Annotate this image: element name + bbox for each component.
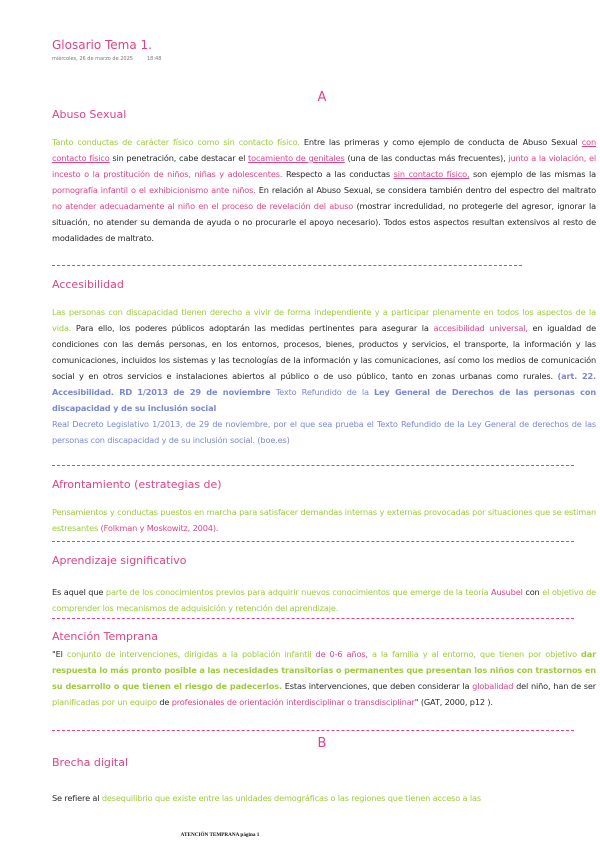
- dashed-divider: [52, 618, 574, 619]
- definition-paragraph: [52, 584, 596, 616]
- text-run: sin penetración, cabe destacar el: [109, 153, 249, 163]
- text-run: con contacto físico: [52, 137, 596, 163]
- text-run: Tanto conductas de carácter físico como sin contacto físico.: [52, 137, 300, 147]
- text-run: " (GAT, 2000, p12 ).: [414, 697, 493, 707]
- text-run: sin contacto físico,: [393, 169, 470, 179]
- definition-paragraph: [52, 790, 596, 806]
- text-run: Pensamientos y conductas puestos en marcha para satisfacer demandas internas y externas provocadas por situaciones que se estiman estresantes: [52, 507, 596, 533]
- term-heading: Afrontamiento (estrategias de): [52, 478, 222, 491]
- text-run: (Folkman y Moskowitz, 2004).: [98, 523, 219, 533]
- page-date: [52, 56, 161, 62]
- text-run: desequilibrio que existe entre las unidades demográficas o las regiones que tienen acceso a las: [101, 793, 481, 803]
- text-run: Es aquel que: [52, 587, 106, 597]
- page-footer: ATENCIÓN TEMPRANA página 1: [180, 832, 260, 838]
- term-heading: Brecha digital: [52, 756, 129, 769]
- text-run: En relación al Abuso Sexual, se considera también dentro del espectro del maltrato: [255, 185, 596, 195]
- text-run: Texto Refundido de la: [270, 387, 374, 397]
- text-run: con: [522, 587, 543, 597]
- text-run: conjunto de intervenciones, dirigidas a la población infantil: [66, 649, 312, 659]
- text-run: parte de los conocimientos previos para adquirir nuevos conocimientos que emerge de la teoría: [105, 587, 492, 597]
- text-run: (una de las conductas más frecuentes),: [344, 153, 509, 163]
- definition-paragraph: [52, 646, 596, 710]
- text-run: del niño, han de ser: [513, 681, 596, 691]
- text-run: Para ello, los poderes públicos adoptarán las medidas pertinentes para asegurar la: [71, 323, 434, 333]
- text-run: Se refiere al: [52, 793, 102, 803]
- text-run: de: [156, 697, 172, 707]
- text-run: Las personas con discapacidad tienen derecho a vivir de forma independiente y a participar plenamente en todos los aspectos de la vida.: [52, 307, 596, 333]
- dashed-divider: [52, 465, 574, 466]
- text-run: no atender adecuadamente al niño en el proceso de revelación del abuso: [52, 201, 354, 211]
- definition-paragraph: [52, 504, 596, 536]
- text-run: de 0-6 años,: [311, 649, 372, 659]
- page-title: Glosario Tema 1.: [52, 38, 152, 52]
- dashed-divider: [52, 265, 522, 266]
- text-run: tocamiento de genitales: [248, 153, 345, 163]
- text-run: Ley General de Derechos de las personas con discapacidad y de su inclusión social: [52, 387, 596, 413]
- text-run: (art. 22. Accesibilidad. RD 1/2013 de 29 de noviembre: [52, 371, 597, 397]
- text-run: son ejemplo de las mismas la: [469, 169, 596, 179]
- text-run: "El: [52, 649, 67, 659]
- text-run: a la familia y al entorno, que tienen por objetivo: [371, 649, 581, 659]
- definition-paragraph: [52, 134, 596, 246]
- text-run: el objetivo de comprender los mecanismos de adquisición y retención del aprendizaje.: [52, 587, 597, 613]
- text-run: Real Decreto Legislativo 1/2013, de 29 de noviembre, por el que sea prueba el Texto Refundido de la Ley General de derechos de las personas con discapacidad y de su inclusión social. (boe.es): [52, 419, 596, 445]
- text-run: Respecto a las conductas: [282, 169, 394, 179]
- time-text: 18:48: [146, 56, 162, 62]
- text-run: dar respuesta lo más pronto posible a las necesidades transitorias o permanentes que presentan los niños con trastornos en su desarrollo o que tienen el riesgo de padecerlos.: [52, 649, 596, 691]
- text-run: Ausubel: [491, 587, 523, 597]
- dashed-divider: [52, 730, 574, 731]
- text-run: Estas intervenciones, que deben considerar la: [281, 681, 473, 691]
- text-run: (mostrar incredulidad, no protegerle del agresor, ignorar la situación, no atender su demanda de ayuda o no procurarle el apoyo necesario). Todos estos aspectos resultan extensivos al resto de modalidades de maltrato.: [52, 201, 596, 243]
- term-heading: Accesibilidad: [52, 278, 124, 291]
- term-heading: Abuso Sexual: [52, 108, 127, 121]
- definition-paragraph: [52, 304, 596, 448]
- text-run: planificadas por un equipo: [52, 697, 157, 707]
- text-run: globalidad: [472, 681, 514, 691]
- section-letter-a: A: [317, 90, 327, 105]
- text-run: pornografía infantil o el exhibicionismo ante niños.: [52, 185, 256, 195]
- section-letter-b: B: [317, 736, 327, 751]
- date-text: miércoles, 26 de marzo de 2025: [52, 56, 133, 62]
- text-run: profesionales de orientación interdisciplinar o transdisciplinar: [171, 697, 415, 707]
- term-heading: Atención Temprana: [52, 630, 158, 643]
- text-run: junto a la violación, el incesto o la prostitución de niños, niñas y adolescentes.: [52, 153, 596, 179]
- text-run: accesibilidad universal,: [433, 323, 528, 333]
- dashed-divider: [52, 541, 574, 542]
- text-run: Entre las primeras y como ejemplo de conducta de Abuso Sexual: [299, 137, 582, 147]
- term-heading: Aprendizaje significativo: [52, 554, 187, 567]
- text-run: en igualdad de condiciones con las demás personas, en los entornos, procesos, bienes, productos y servicios, el transporte, la información y las comunicaciones, incluidos los sistemas y las tecnologías de la información y las comunicaciones, así como los medios de comunicación social y en otros servicios e instalaciones abiertos al público o de uso público, tanto en zonas urbanas como rurales.: [52, 323, 596, 381]
